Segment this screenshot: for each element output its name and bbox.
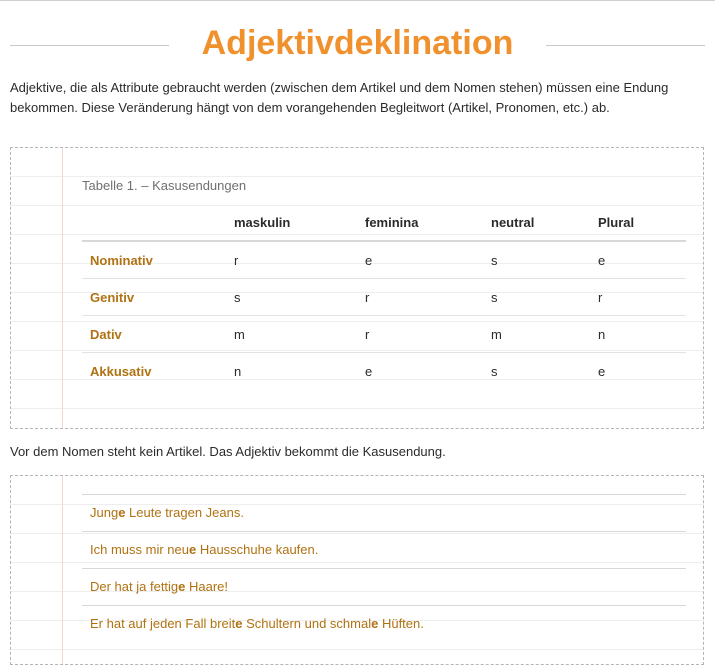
table-cell: s (226, 279, 357, 316)
table-box (10, 147, 704, 429)
table-cell: s (483, 279, 590, 316)
header-cell-empty (82, 204, 226, 241)
example-text: Der hat ja fettig (90, 579, 179, 594)
title-row (0, 18, 715, 68)
example-ending: e (188, 542, 197, 557)
table-header-row (82, 204, 686, 241)
table-cell: s (491, 363, 498, 379)
case-label-dativ: Dativ (82, 316, 226, 353)
table-cell: e (598, 363, 606, 379)
table-row (82, 316, 686, 353)
example-sentence (82, 532, 686, 569)
examples-box (10, 475, 704, 665)
table-cell: s (483, 241, 590, 279)
example-ending: e (118, 505, 126, 520)
table-row (82, 353, 686, 390)
table-row (82, 279, 686, 316)
table-cell: e (357, 241, 483, 279)
table-cell: m (483, 316, 590, 353)
table-cell: r (226, 241, 357, 279)
example-text: Haare! (185, 579, 229, 594)
example-text: Schultern und schmal (242, 616, 372, 631)
table-caption: Tabelle 1. – Kasusendungen (82, 178, 247, 193)
table-cell: n (590, 316, 686, 353)
table-cell: r (357, 316, 483, 353)
page-title: Adjektivdeklination (201, 24, 514, 62)
example-sentence (82, 495, 686, 532)
table-cell: r (357, 279, 483, 316)
header-cell-plural: Plural (590, 204, 686, 241)
title-line-right (546, 45, 705, 46)
table-cell: r (590, 279, 686, 316)
header-cell-feminina: feminina (357, 204, 483, 241)
example-ending: e (371, 616, 379, 631)
case-endings-table (82, 204, 686, 389)
example-text: Hüften. (378, 616, 424, 631)
example-sentence (82, 606, 686, 642)
top-divider (0, 0, 715, 1)
case-label-genitiv: Genitiv (82, 279, 226, 316)
table-cell: e (365, 363, 373, 379)
example-text: Jung (90, 505, 119, 520)
table-cell: m (226, 316, 357, 353)
header-cell-neutral: neutral (483, 204, 590, 241)
intro-paragraph: Adjektive, die als Attribute gebraucht werden (zwischen dem Artikel und dem Nomen stehen) müssen eine Endung bekommen. Diese Veränderung hängt von dem vorangehenden Begleitwort (Artikel, Pronomen, etc.) ab. (10, 80, 669, 115)
example-ending: e (235, 616, 243, 631)
table-cell: e (590, 241, 686, 279)
header-cell-maskulin: maskulin (226, 204, 357, 241)
example-text: Ich muss mir neu (90, 542, 189, 557)
table-cell: n (234, 363, 242, 379)
examples-list (82, 494, 686, 642)
example-sentence (82, 569, 686, 606)
example-text: Er hat auf jeden Fall breit (90, 616, 236, 631)
example-ending: e (178, 579, 186, 594)
rule-paragraph: Vor dem Nomen steht kein Artikel. Das Adjektiv bekommt die Kasusendung. (10, 444, 446, 459)
case-label-akkusativ: Akkusativ (90, 363, 152, 379)
example-text: Hausschuhe kaufen. (196, 542, 319, 557)
table-row (82, 241, 686, 279)
example-text: Leute tragen Jeans. (125, 505, 244, 520)
case-label-nominativ: Nominativ (82, 241, 226, 279)
